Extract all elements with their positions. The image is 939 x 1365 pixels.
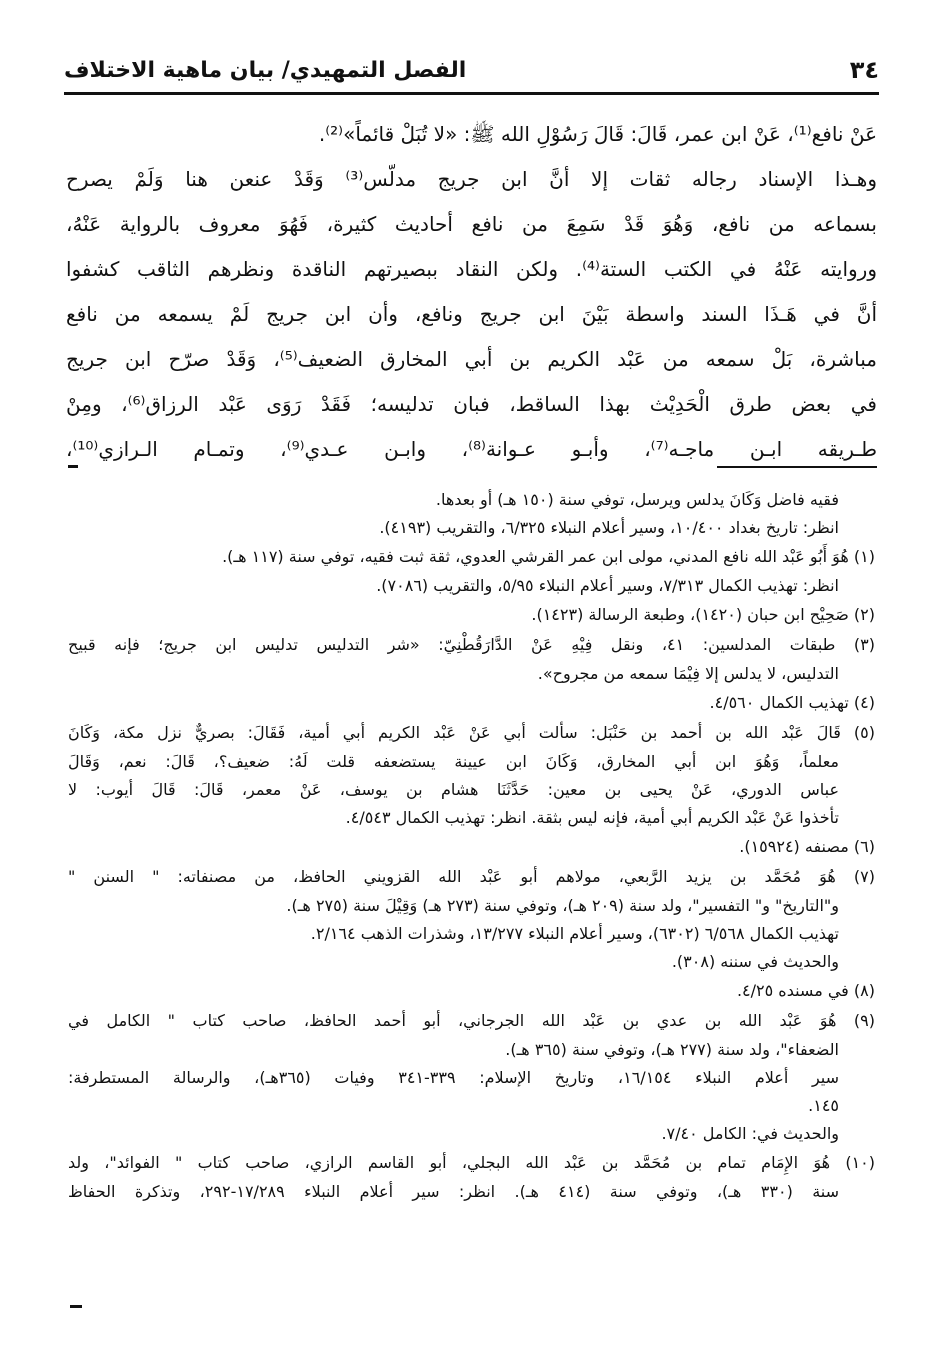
footnote-line: (٧) هُوَ مُحَمَّد بن يزيد الرَّبعي، مولاهم أبو عَبْد الله القزويني الحافظ، من مصنفاته: " السنن " <box>68 867 875 886</box>
footnote-line: الضعفاء"، ولد سنة (٢٧٧ هـ)، وتوفي سنة (٣٦٥ هـ). <box>505 1040 839 1059</box>
main-text-line: وروايته عَنْهُ في الكتب الستة⁽⁴⁾. ولكن النقاد ببصيرتهم الناقدة ونظرهم الثاقب كشفوا <box>66 257 877 281</box>
footnote-line: عباس الدوري، عَنْ يحيى بن معين: حَدَّثَنَا هشام بن يوسف، عَنْ معمر، قَالَ: قَالَ أيوب: لا <box>68 780 839 799</box>
footnote-line: (٢) صَحِيْح ابن حبان (١٤٢٠)، وطبعة الرسالة (١٤٢٣). <box>531 605 875 624</box>
main-text-line: طـريقه ابـن ماجـه⁽⁷⁾، وأبـو عـوانة⁽⁸⁾، وابـن عـدي⁽⁹⁾، وتمـام الـرازي⁽¹⁰⁾، <box>66 437 877 461</box>
footnote-line: (٦) مصنفه (١٥٩٢٤). <box>739 837 875 856</box>
footnote-line: (٩) هُوَ عَبْد الله بن عدي بن عَبْد الله الجرجاني، أبو أحمد الحافظ، صاحب كتاب " الكامل في <box>68 1011 875 1030</box>
page-header <box>64 56 879 95</box>
footnote-line: ١٤٥. <box>808 1096 839 1115</box>
footnote-line: (٥) قَالَ عَبْد الله بن أحمد بن حَنْبَل: سألت أبي عَنْ عَبْد الكريم أبي أمية، فَقَالَ: بصريٌّ نزل مكة، وَكَانَ <box>68 723 875 742</box>
footnote-line: التدليس، لا يدلس إلا فِيْمَا سمعه من مجروح». <box>537 664 839 683</box>
page-number: ٣٤ <box>849 56 879 84</box>
main-text <box>66 112 877 472</box>
footnote-line: (٨) في مسنده ٤/٢٥. <box>736 981 875 1000</box>
footnote-line: تهذيب الكمال ٦/٥٦٨ (٦٣٠٢)، وسير أعلام النبلاء ١٣/٢٧٧، وشذرات الذهب ٢/١٦٤. <box>310 924 839 943</box>
footnote-line: سير أعلام النبلاء ١٦/١٥٤، وتاريخ الإسلام: ٣٣٩-٣٤١ وفيات (٣٦٥هـ)، والرسالة المستطرفة: <box>68 1068 840 1087</box>
running-title: الفصل التمهيدي/ بيان ماهية الاختلاف <box>64 58 467 83</box>
footnote-line: والحديث في: الكامل ٧/٤٠. <box>661 1124 839 1143</box>
main-text-line: أنَّ في هَـذَا السند واسطة بَيْنَ ابن جريج ونافع، وأن ابن جريج لَمْ يسمعه من نافع <box>66 302 877 326</box>
footnote-line: سنة (٣٣٠ هـ)، وتوفي سنة (٤١٤ هـ). انظر: سير أعلام النبلاء ١٧/٢٨٩-٢٩٢، وتذكرة الحفاظ <box>68 1182 840 1201</box>
footnote-line: (١٠) هُوَ الإِمَام تمام بن مُحَمَّد بن عَبْد الله البجلي، أبو القاسم الرازي، صاحب كتاب " الفوائد"، ولد <box>68 1153 875 1172</box>
page-end-mark <box>70 1305 82 1308</box>
footnote-separator <box>717 466 877 468</box>
footnote-line: انظر: تاريخ بغداد ١٠/٤٠٠، وسير أعلام النبلاء ٦/٣٢٥، والتقريب (٤١٩٣). <box>379 518 839 537</box>
footnote-line: و"التاريخ" و" التفسير"، ولد سنة (٢٠٩ هـ)، وتوفي سنة (٢٧٣ هـ) وَقِيْلَ سنة (٢٧٥ هـ). <box>286 896 839 915</box>
main-text-line: وهـذا الإسناد رجاله ثقات إلا أنَّ ابن جريج مدلّس⁽³⁾ وَقَدْ عنعن هنا وَلَمْ يصرح <box>66 167 877 191</box>
footnote-line: (٤) تهذيب الكمال ٤/٥٦٠. <box>709 693 875 712</box>
continuation-mark <box>68 465 78 468</box>
footnote-line: (٣) طبقات المدلسين: ٤١، ونقل فِيْهِ عَنْ الدَّارَقُطْنِيّ: «شر التدليس تدليس ابن جريج؛ فإنه قبيح <box>68 635 875 654</box>
footnote-line: تأخذوا عَنْ عَبْد الكريم أبي أمية، فإنه ليس بثقة. انظر: تهذيب الكمال ٤/٥٤٣. <box>345 808 839 827</box>
footnote-line: والحديث في سننه (٣٠٨). <box>671 952 839 971</box>
footnote-line: (١) هُوَ أَبُو عَبْد الله نافع المدني، مولى ابن عمر القرشي العدوي، ثقة ثبت فقيه، توفي سنة (١١٧ هـ). <box>222 547 875 566</box>
footnote-line: فقيه فاضل وَكَانَ يدلس ويرسل، توفي سنة (١٥٠ هـ) أو بعدها. <box>435 490 839 509</box>
main-text-line: عَنْ نافع⁽¹⁾، عَنْ ابن عمر، قَالَ: قَالَ رَسُوْلِ الله ﷺ: «لا تُبَلْ قائماً»⁽²⁾. <box>318 122 877 146</box>
footnote-line: معلماً، وَهُوَ ابن أبي المخارق، وَكَانَ ابن عيينة يستضعفه قلت لَهُ: ضعيف؟، قَالَ: نعم، وَقَالَ <box>68 752 839 771</box>
main-text-line: في بعض طرق الْحَدِيْث بهذا الساقط، فبان تدليسه؛ فَقَدْ رَوَى عَبْد الرزاق⁽⁶⁾، ومِنْ <box>66 392 877 416</box>
main-text-line: مباشرة، بَلْ سمعه من عَبْد الكريم بن أبي المخارق الضعيف⁽⁵⁾، وَقَدْ صرّح ابن جريج <box>66 347 877 371</box>
footnote-line: انظر: تهذيب الكمال ٧/٣١٣، وسير أعلام النبلاء ٥/٩٥، والتقريب (٧٠٨٦). <box>376 576 839 595</box>
main-text-line: بسماعه من نافع، وَهُوَ قَدْ سَمِعَ من نافع أحاديث كثيرة، فَهُوَ معروف بالرواية عَنْهُ، <box>66 212 877 236</box>
footnotes <box>68 486 875 1206</box>
